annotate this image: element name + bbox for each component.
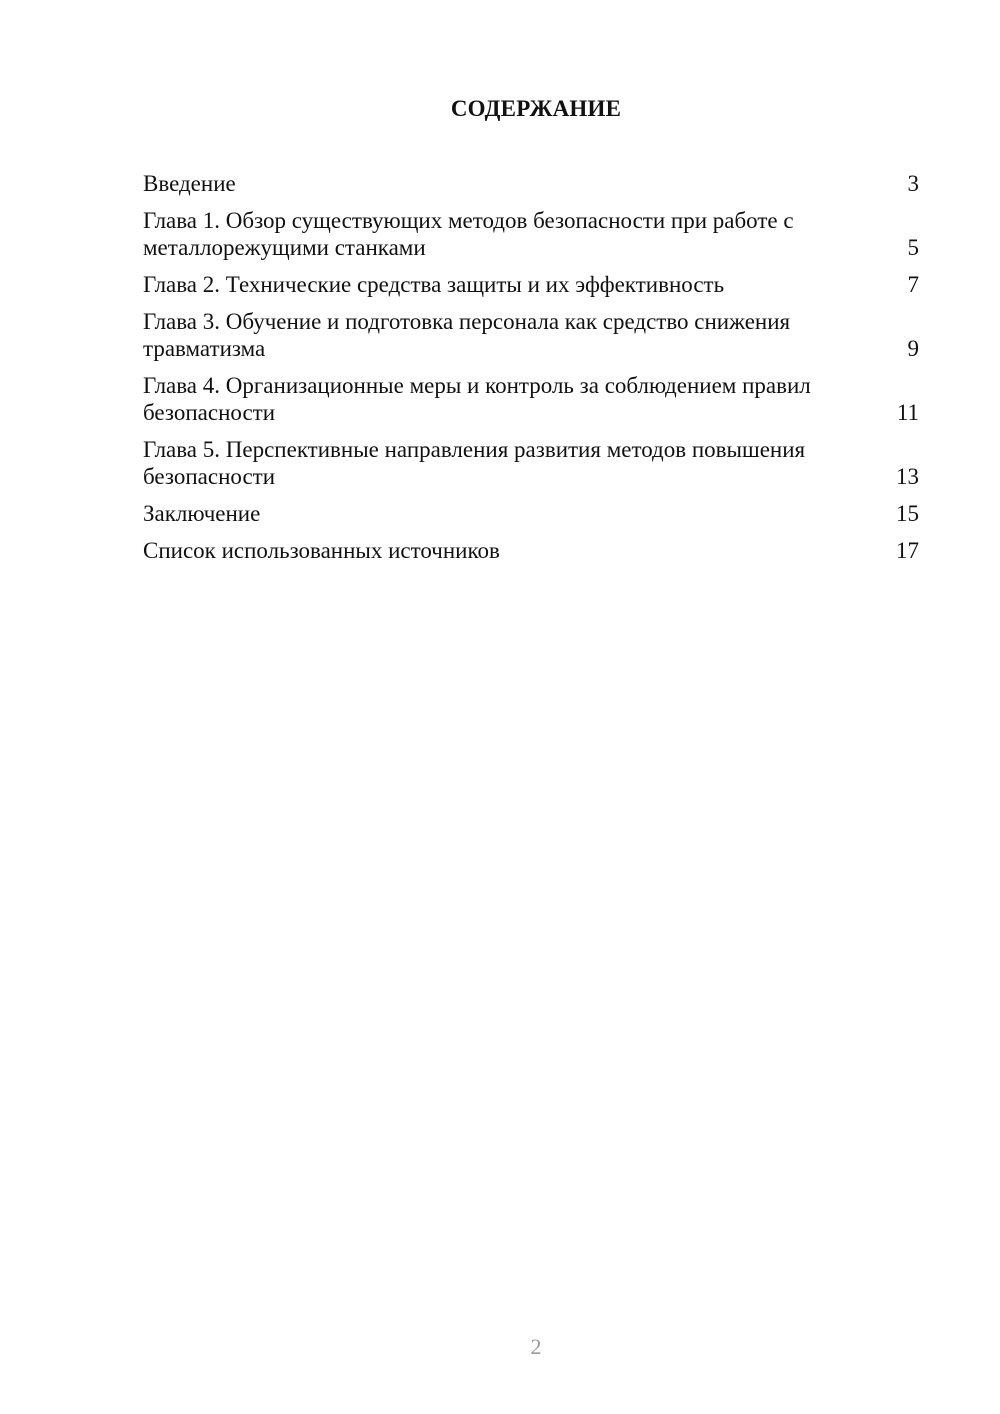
toc-entry-references[interactable]: [143, 537, 919, 564]
toc-entry-text: Глава 5. Перспективные направления развития методов повышения безопасности: [143, 437, 806, 489]
toc-entry-conclusion[interactable]: [143, 500, 919, 527]
toc-entry-text: Список использованных источников: [143, 538, 500, 563]
toc-entry-text: Заключение: [143, 501, 261, 526]
toc-entry-chapter-1[interactable]: [143, 207, 919, 261]
toc-entry-page: 13: [896, 464, 919, 489]
toc-heading: СОДЕРЖАНИЕ: [450, 96, 622, 121]
toc-entry-chapter-4[interactable]: [143, 372, 919, 426]
toc-entry-page: 11: [896, 400, 919, 425]
table-of-contents: [143, 170, 919, 574]
toc-entry-page: 3: [907, 171, 919, 196]
toc-entry-text: Введение: [143, 171, 236, 196]
toc-entry-page: 7: [907, 272, 919, 297]
toc-entry-text: Глава 2. Технические средства защиты и их эффективность: [143, 272, 725, 297]
toc-entry-page: 17: [896, 538, 919, 563]
toc-entry-chapter-5[interactable]: [143, 436, 919, 490]
toc-entry-text: Глава 3. Обучение и подготовка персонала как средство снижения травматизма: [143, 309, 791, 361]
toc-entry-text: Глава 4. Организационные меры и контроль за соблюдением правил безопасности: [143, 373, 811, 425]
toc-entry-page: 5: [907, 235, 919, 260]
toc-entry-chapter-2[interactable]: [143, 271, 919, 298]
page-number: 2: [530, 1334, 542, 1359]
toc-entry-text: Глава 1. Обзор существующих методов безопасности при работе с металлорежущими станками: [143, 208, 794, 260]
toc-entry-chapter-3[interactable]: [143, 308, 919, 362]
toc-entry-introduction[interactable]: [143, 170, 919, 197]
toc-entry-page: 9: [907, 336, 919, 361]
toc-entry-page: 15: [896, 501, 919, 526]
